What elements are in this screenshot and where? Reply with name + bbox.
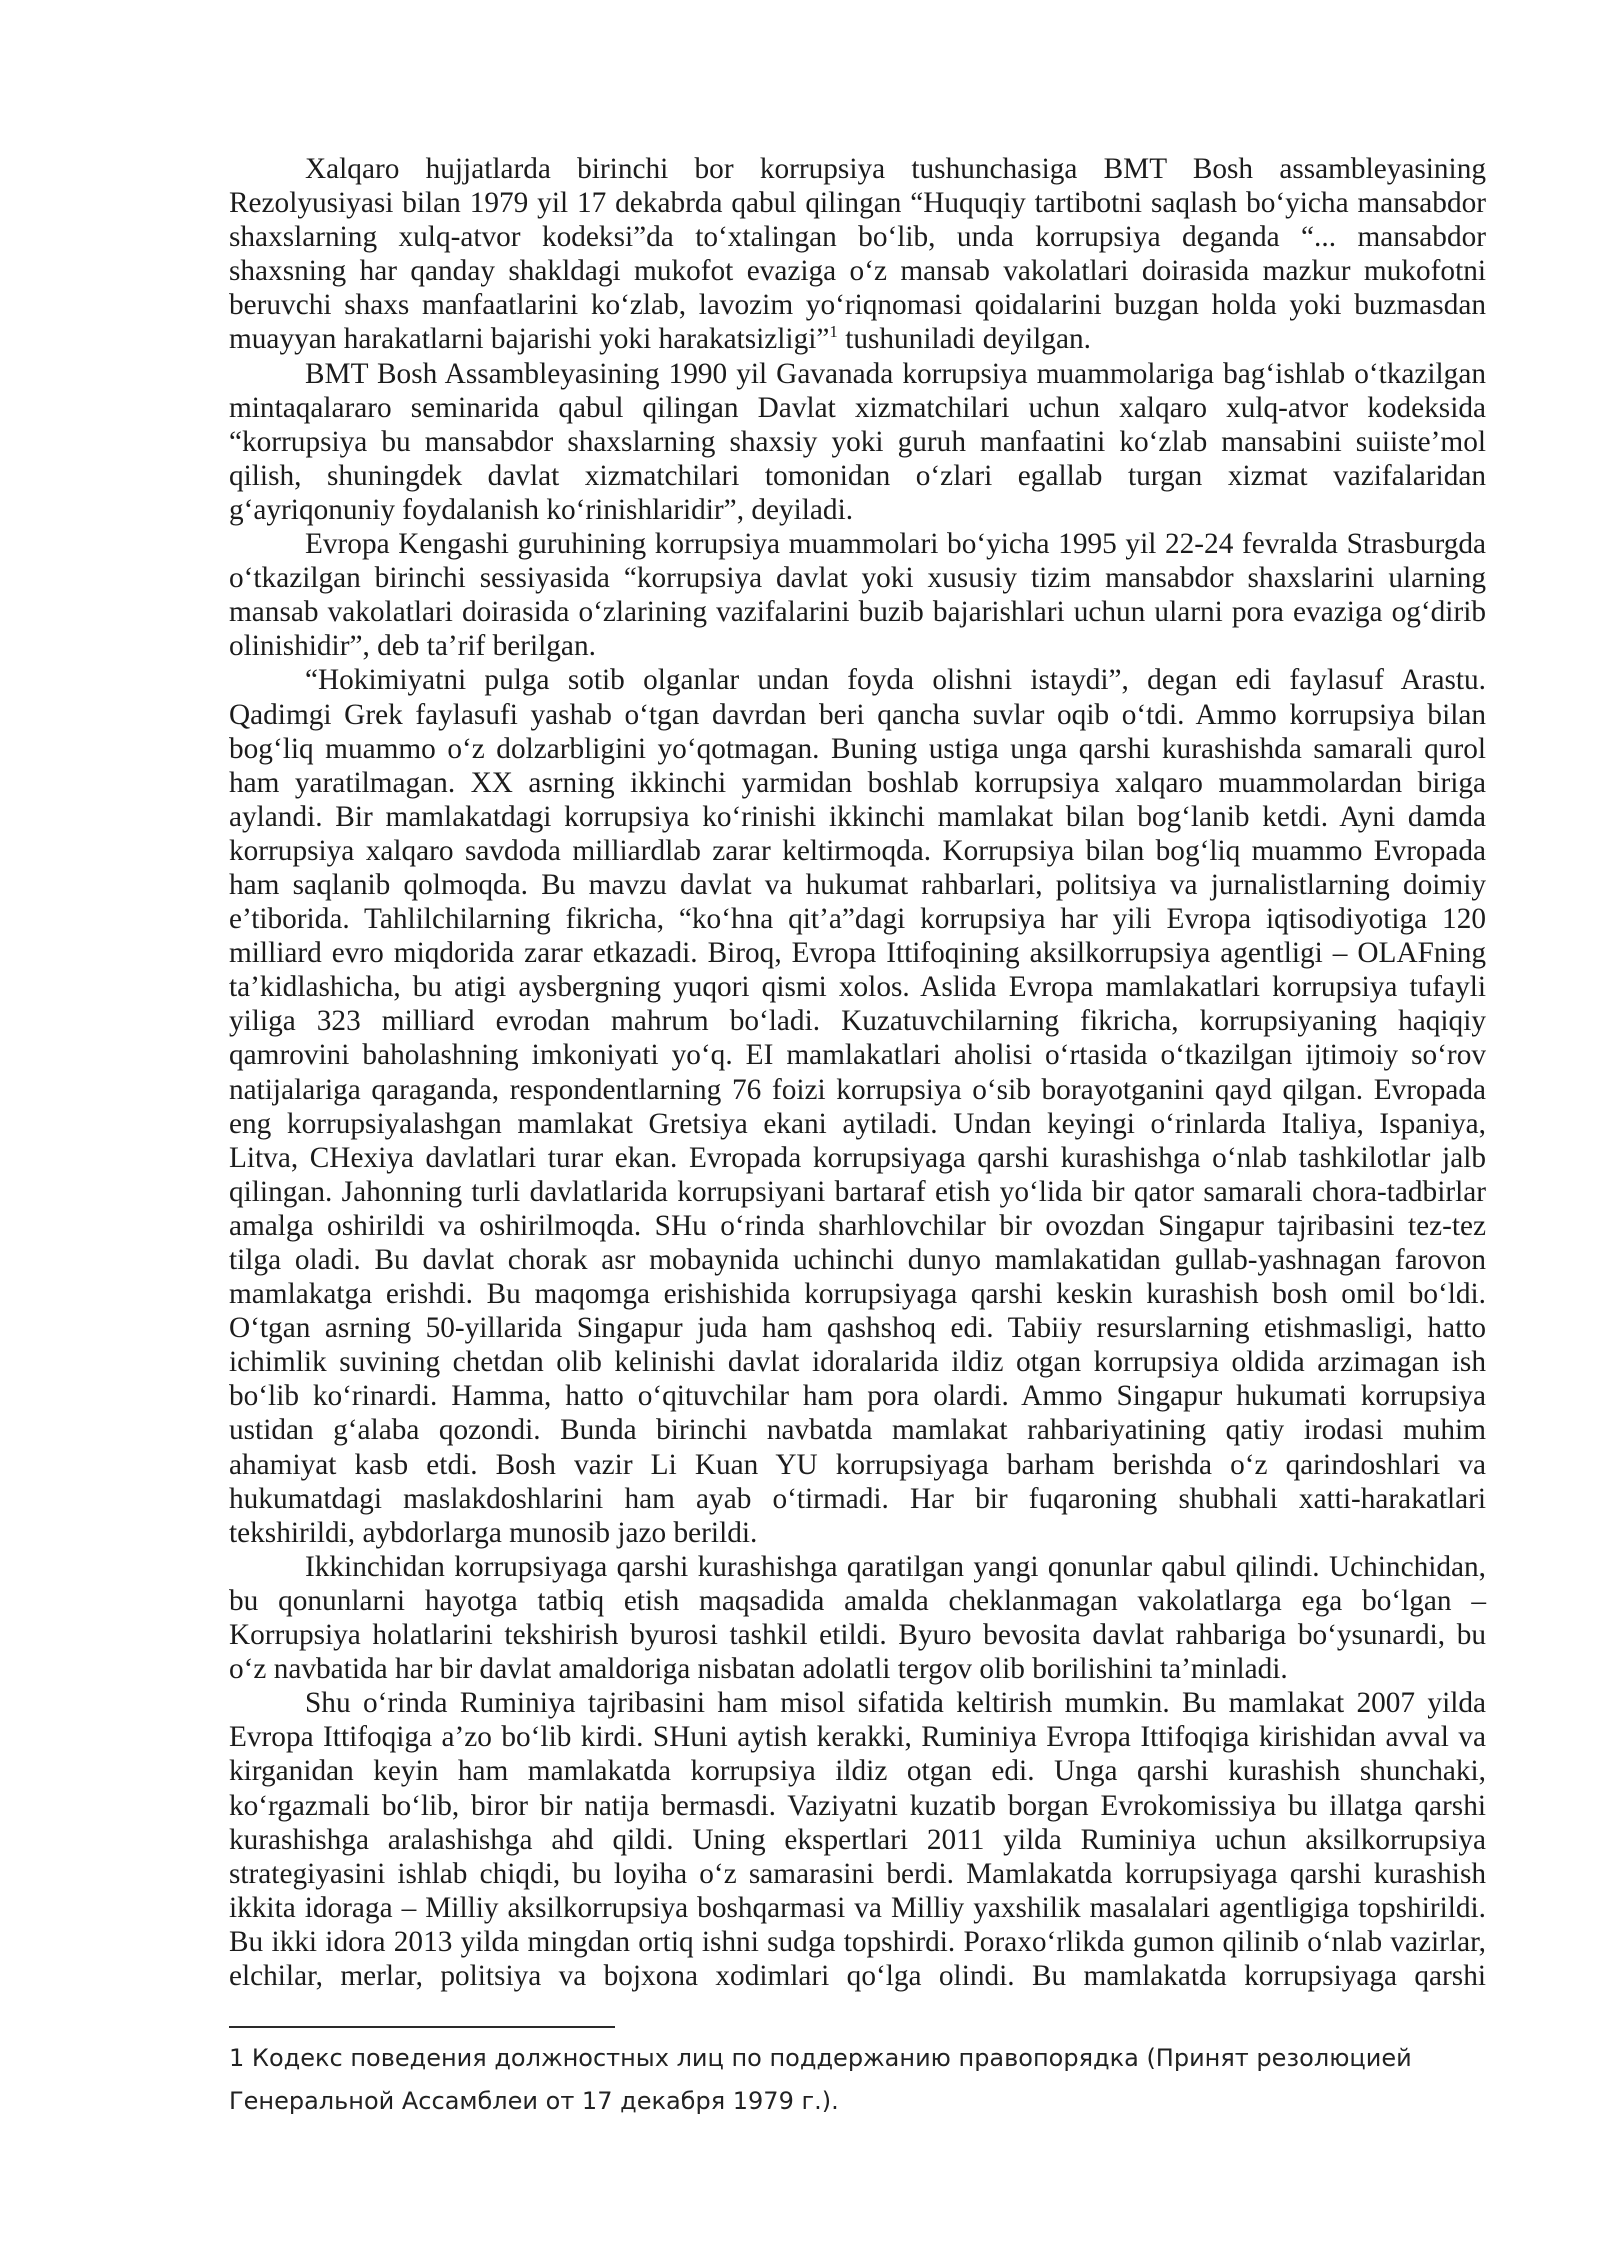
footnote-number: 1: [229, 2044, 245, 2072]
text-line: “korrupsiya bu mansabdor shaxslarning shaxsiy yoki guruh manfaatini ko‘zlab mansabini suiiste’mol: [229, 425, 1486, 458]
text-line: qamrovini baholashning imkoniyati yo‘q. EI mamlakatlari aholisi o‘rtasida o‘tkazilgan ijtimoiy so‘rov: [229, 1039, 1486, 1072]
paragraph-2: [229, 357, 1486, 527]
text-line: BMT Bosh Assambleyasining 1990 yil Gavanada korrupsiya muammolariga bag‘ishlab o‘tkazilgan: [305, 357, 1486, 390]
text-line: ahamiyat kasb etdi. Bosh vazir Li Kuan YU korrupsiyaga barham berishda o‘z qarindoshlari va: [229, 1448, 1486, 1481]
text-line: olinishidir”, deb ta’rif berilgan.: [229, 630, 596, 663]
text-line: natijalariga qaraganda, respondentlarning 76 foizi korrupsiya o‘sib borayotganini qayd qilgan. Evropada: [229, 1073, 1486, 1106]
text-line: eng korrupsiyalashgan mamlakat Gretsiya ekani aytiladi. Undan keyingi o‘rinlarda Italiya, Ispaniya,: [229, 1107, 1486, 1140]
text-line: korrupsiya xalqaro savdoda milliardlab zarar keltirmoqda. Korrupsiya bilan bog‘liq muammo Evropada: [229, 834, 1486, 867]
text-line: tilga oladi. Bu davlat chorak asr mobaynida uchinchi dunyo mamlakatidan gullab-yashnagan farovon: [229, 1244, 1486, 1276]
text-line: ko‘rgazmali bo‘lib, biror bir natija bermasdi. Vaziyatni kuzatib borgan Evrokomissiya bu illatga qarshi: [229, 1789, 1486, 1822]
paragraph-6: [229, 1686, 1486, 1993]
text-line: o‘z navbatida har bir davlat amaldoriga nisbatan adolatli tergov olib borilishini ta’minladi.: [229, 1653, 1288, 1686]
text-line: Evropa Ittifoqiga a’zo bo‘lib kirdi. SHuni aytish kerakki, Ruminiya Evropa Ittifoqiga kirishidan avval va: [229, 1721, 1486, 1754]
text-line: tekshirildi, aybdorlarga munosib jazo berildi.: [229, 1516, 758, 1549]
text-line: Qadimgi Grek faylasufi yashab o‘tgan davrdan beri qancha suvlar oqib o‘tdi. Ammo korrupsiya bilan: [229, 698, 1486, 731]
text-line: Litva, CHexiya davlatlari turar ekan. Evropada korrupsiyaga qarshi kurashishga o‘nlab tashkilotlar jalb: [229, 1141, 1486, 1174]
text-line: Bu ikki idora 2013 yilda mingdan ortiq ishni sudga topshirdi. Poraxo‘rlikda gumon qilinib o‘nlab vazirlar,: [229, 1925, 1486, 1958]
text-line: ta’kidlashicha, bu atigi aysbergning yuqori qismi xolos. Aslida Evropa mamlakatlari korrupsiya tufayli: [229, 971, 1486, 1004]
footnote-separator: [229, 2026, 615, 2028]
text-line: Xalqaro hujjatlarda birinchi bor korrupsiya tushunchasiga BMT Bosh assambleyasining: [305, 153, 1486, 185]
text-line: qilingan. Jahonning turli davlatlarida korrupsiyani bartaraf etish yo‘lida bir qator samarali chora-tadbirlar: [229, 1175, 1486, 1208]
text-line: ichimlik suvining chetdan olib kelinishi davlat idoralarida ildiz otgan korrupsiya oldida arzimagan ish: [229, 1346, 1486, 1379]
text-line: g‘ayriqonuniy foydalanish ko‘rinishlaridir”, deyiladi.: [229, 493, 854, 526]
text-line: amalga oshirildi va oshirilmoqda. SHu o‘rinda sharhlovchilar bir ovozdan Singapur tajribasini tez-tez: [229, 1209, 1486, 1242]
text-line: mansab vakolatlari doirasida o‘zlarining vazifalarini buzib bajarishlari uchun ularni pora evaziga og‘dirib: [229, 596, 1486, 629]
text-line: kurashishga aralashishga ahd qildi. Uning ekspertlari 2011 yilda Ruminiya uchun aksilkorrupsiya: [229, 1823, 1486, 1856]
document-body: [229, 152, 1486, 1993]
footnote-reference: 1: [829, 322, 838, 342]
text-line: ikkita idoraga – Milliy aksilkorrupsiya boshqarmasi va Milliy yaxshilik masalalari agentligiga topshirildi.: [229, 1891, 1486, 1924]
paragraph-3: [229, 527, 1486, 663]
text-line: bu qonunlarni hayotga tatbiq etish maqsadida amalda cheklanmagan vakolatlarga ega bo‘lgan –: [229, 1584, 1486, 1617]
text-line: Ikkinchidan korrupsiyaga qarshi kurashishga qaratilgan yangi qonunlar qabul qilindi. Uchinchidan,: [305, 1550, 1486, 1583]
text-line: aylandi. Bir mamlakatdagi korrupsiya ko‘rinishi ikkinchi mamlakat bilan bog‘lanib ketdi. Ayni damda: [229, 800, 1486, 833]
text-line: ustidan g‘alaba qozondi. Bunda birinchi navbatda mamlakat rahbariyatining qatiy irodasi muhim: [229, 1414, 1486, 1447]
text-line: milliard evro miqdorida zarar etkazadi. Biroq, Evropa Ittifoqining aksilkorrupsiya agentligi – OLAFning: [229, 937, 1486, 970]
text-line: Rezolyusiyasi bilan 1979 yil 17 dekabrda qabul qilingan “Huquqiy tartibotni saqlash bo‘yicha mansabdor: [229, 187, 1486, 220]
text-line: ham yaratilmagan. XX asrning ikkinchi yarmidan boshlab korrupsiya xalqaro muammolardan biriga: [229, 766, 1486, 799]
paragraph-5: [229, 1550, 1486, 1686]
text-line: qilish, shuningdek davlat xizmatchilari tomonidan o‘zlari egallab turgan xizmat vazifalaridan: [229, 459, 1486, 492]
text-line: [229, 322, 1486, 356]
text-line: Evropa Kengashi guruhining korrupsiya muammolari bo‘yicha 1995 yil 22-24 fevralda Strasburgda: [305, 528, 1486, 561]
text-line: shaxslarning xulq-atvor kodeksi”da to‘xtalingan bo‘lib, unda korrupsiya deganda “... mansabdor: [229, 221, 1486, 254]
text-line: strategiyasini ishlab chiqdi, bu loyiha o‘z samarasini berdi. Mamlakatda korrupsiyaga qarshi kurashish: [229, 1857, 1486, 1890]
text-line: kirganidan keyin ham mamlakatda korrupsiya ildiz otgan edi. Unga qarshi kurashish shunchaki,: [229, 1755, 1486, 1788]
text-line: “Hokimiyatni pulga sotib olganlar undan foyda olishni istaydi”, degan edi faylasuf Arastu.: [305, 664, 1486, 697]
text-line-content: muayyan harakatlarni bajarishi yoki harakatsizligi”: [229, 323, 830, 356]
text-line: ham saqlanib qolmoqda. Bu mavzu davlat va hukumat rahbarlari, politsiya va jurnalistlarning doimiy: [229, 868, 1486, 901]
text-line: shaxsning har qanday shakldagi mukofot evaziga o‘z mansab vakolatlari doirasida mazkur mukofotni: [229, 255, 1486, 288]
paragraph-1: [229, 152, 1486, 357]
text-line-content: tushuniladi deyilgan.: [845, 323, 1091, 356]
text-line: O‘tgan asrning 50-yillarida Singapur juda ham qashshoq edi. Tabiiy resurslarning etishmasligi, hatto: [229, 1312, 1486, 1345]
text-line: mamlakatga erishdi. Bu maqomga erishishida korrupsiyaga qarshi keskin kurashish bosh omil bo‘ldi.: [229, 1278, 1486, 1311]
text-line: hukumatdagi maslakdoshlarini ham ayab o‘tirmadi. Har bir fuqaroning shubhali xatti-harakatlari: [229, 1482, 1486, 1515]
text-line: mintaqalararo seminarida qabul qilingan Davlat xizmatchilari uchun xalqaro xulq-atvor kodeksida: [229, 391, 1486, 424]
footnote: [229, 2037, 1486, 2123]
text-line: Shu o‘rinda Ruminiya tajribasini ham misol sifatida keltirish mumkin. Bu mamlakat 2007 yilda: [305, 1687, 1486, 1720]
text-line: e’tiborida. Tahlilchilarning fikricha, “ko‘hna qit’a”dagi korrupsiya har yili Evropa iqtisodiyotiga 120: [229, 903, 1486, 936]
text-line: Korrupsiya holatlarini tekshirish byurosi tashkil etildi. Byuro bevosita davlat rahbariga bo‘ysunardi, bu: [229, 1619, 1486, 1652]
paragraph-4: [229, 663, 1486, 1549]
text-line: yiliga 323 milliard evrodan mahrum bo‘ladi. Kuzatuvchilarning fikricha, korrupsiyaning haqiqiy: [229, 1005, 1486, 1038]
text-line: bog‘liq muammo o‘z dolzarbligini yo‘qotmagan. Buning ustiga unga qarshi kurashishda samarali qurol: [229, 732, 1486, 765]
text-line: o‘tkazilgan birinchi sessiyasida “korrupsiya davlat yoki xususiy tizim mansabdor shaxslarini ularning: [229, 562, 1486, 595]
footnote-text: Кодекс поведения должностных лиц по поддержанию правопорядка (Принят резолюцией Генеральной Ассамблеи от 17 декабря 1979 г.).: [229, 2044, 1412, 2115]
text-line: beruvchi shaxs manfaatlarini ko‘zlab, lavozim yo‘riqnomasi qoidalarini buzgan holda yoki buzmasdan: [229, 289, 1486, 322]
text-line: bo‘lib ko‘rinardi. Hamma, hatto o‘qituvchilar ham pora olardi. Ammo Singapur hukumati korrupsiya: [229, 1380, 1486, 1413]
text-line: elchilar, merlar, politsiya va bojxona xodimlari qo‘lga olindi. Bu mamlakatda korrupsiyaga qarshi: [229, 1959, 1486, 1992]
